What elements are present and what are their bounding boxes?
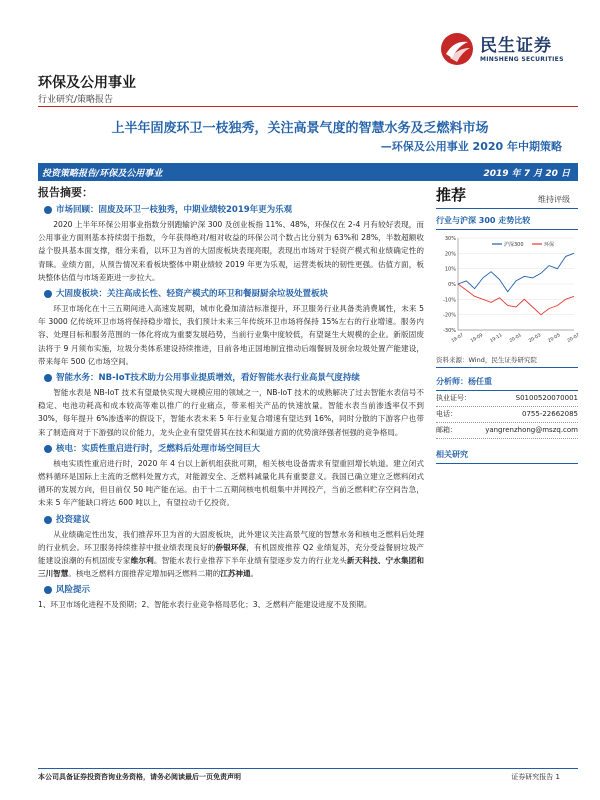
legend-label: 沪深300 bbox=[504, 242, 524, 248]
info-row-email bbox=[436, 423, 578, 439]
report-date: 2019 年 7 月 20 日 bbox=[483, 168, 570, 179]
info-key: 执业证号： bbox=[436, 394, 471, 402]
chart-source: 资料来源：Wind，民生证券研究院 bbox=[436, 352, 578, 368]
disclaimer: 本公司具备证券投资咨询业务资格，请务必阅读最后一页免责声明 bbox=[38, 773, 241, 781]
summary-column bbox=[38, 184, 424, 612]
x-tick-label: 20-03 bbox=[528, 333, 542, 345]
section-head: 大固废板块：关注高成长性、轻资产模式的环卫和餐厨厨余垃圾处置板块 bbox=[56, 289, 329, 300]
bullet-icon bbox=[44, 586, 52, 594]
section-body: 环卫市场化在十三五期间进入高速发展期，城市化叠加清洁标准提升，环卫服务行业具备类消费属性，未来 5 年 3000 亿传统环卫市场将保持稳步增长，我们预计未来三年传统环卫市场将保持 15%左右的行业增速。服务内容、处理目标和服务范围的一体化将成为重要发展趋势，当前行业集中度较低，有望诞生大规模的企业。新版固废法将于 9 月须布实施，垃圾分类体系建设持续推进，目前各地正国地制宜推动后端餐厨及厨余垃圾处置产能建设，带来每年 500 亿市场空间。 bbox=[38, 304, 424, 366]
text-run: ，有机固废推荐 Q2 业绩复苏，充分受益餐厨垃圾产能建设浪潮的有机固废专家 bbox=[38, 542, 424, 566]
stock-name: 新天科技、宁水集团和三川智慧 bbox=[38, 556, 425, 579]
stock-name: 江苏神通 bbox=[220, 569, 251, 579]
chart-title: 行业与沪深 300 走势比较 bbox=[436, 215, 578, 230]
section-body: 核电实质性重启进行时，2020 年 4 台以上新机组获批可期，相关核电设备需求有望重回增长轨道。建立闭式燃料循环是国际上主流的乏燃料处置方式，对能源安全、乏燃料减量化具有重要意义。我国已确立建立乏燃料闭式循环的发展方向，但目前仅 50 吨产能在运。由于十二五期间核电机组集中并网投产，当前乏燃料贮存空间告急，未来 5 年产能缺口将达 600 吨以上，有望拉动千亿投资。 bbox=[38, 458, 424, 508]
bullet-icon bbox=[44, 516, 52, 524]
related-research: 相关研究 bbox=[436, 449, 578, 464]
x-tick-label: 20-05 bbox=[547, 333, 562, 345]
text-run: 。智能水表行业推荐下半年业绩有望逐步发力的行业龙头 bbox=[153, 556, 347, 566]
section-investment bbox=[38, 514, 424, 581]
industry-name: 环保及公用事业 bbox=[38, 75, 136, 91]
section-smart-water bbox=[38, 372, 424, 439]
section-body: 智能水表是 NB-IoT 技术有望最快实现大规模应用的领域之一，NB-IoT 技术的成熟解决了过去智能水表信号不稳定、电池功耗高和成本较高等难以推广的行业痛点，带来相关产品的快速放量。智能水表当前渗透率仅不到 30%，每年提升 6%渗透率的假设下，智能水表未来 5 年行业复合增速有望达到 16%，同时分散的下游客户也带来了制造商对于下游强的议价能力，龙头企业有望凭借其在技术和渠道方面的优势演绎强者恒强的竞争格局。 bbox=[38, 388, 424, 437]
stock-name: 维尔利 bbox=[130, 556, 154, 566]
logo-en: MINSHENG SECURITIES bbox=[480, 55, 564, 63]
bullet-icon bbox=[44, 290, 52, 298]
section-nuclear bbox=[38, 443, 424, 510]
y-tick-label: 30% bbox=[444, 236, 456, 242]
x-tick-label: 20-01 bbox=[508, 333, 523, 345]
section-body: 2020 上半年环保公用事业指数分别跑输沪深 300 及创业板指 11%、48%，环保仅在 2-4 月有较好表现，而公用事业方面则基本持续弱于指数，今年获得绝对/相对收益的环保公司个数占比分别为 63%和 28%，半数超额收益个股具基本面支撑，细分来看，以环卫为首的大固废板块表现亮眼，表现出市场对于轻资产模式和业绩确定性的青睐。业绩方面，从预告情况来看板块整体中期业绩较 2019 年更为乐观，运营类板块的韧性更强。估值方面，板块整体估值与市场差距进一步拉大。 bbox=[38, 220, 424, 282]
sidebar bbox=[436, 184, 581, 464]
text-run: 从业绩确定性出发，我们推荐环卫为首的大固废板块，此外建议关注高景气度的智慧水务和核电乏燃料后处理的行业机会。环卫服务持续推荐中报业绩表现良好的 bbox=[38, 529, 424, 552]
section-head: 投资建议 bbox=[56, 514, 91, 525]
y-tick-label: 0% bbox=[448, 282, 456, 288]
section-market-review bbox=[38, 204, 424, 284]
y-tick-label: -20% bbox=[443, 312, 456, 319]
info-key: 电话： bbox=[436, 410, 457, 418]
x-tick-label: 20-07 bbox=[566, 333, 581, 345]
logo bbox=[440, 30, 590, 68]
analyst-head: 分析师：杨任重 bbox=[436, 376, 578, 391]
bullet-icon bbox=[44, 206, 52, 214]
info-value: 0755-22662085 bbox=[522, 410, 578, 418]
logo-mark-icon bbox=[440, 32, 474, 66]
y-tick-label: 20% bbox=[444, 251, 456, 258]
email-link[interactable]: yangrenzhong@mszq.com bbox=[485, 426, 578, 434]
info-value: S0100520070001 bbox=[515, 394, 578, 402]
y-tick-label: -10% bbox=[443, 297, 456, 304]
page-number: 证券研究报告 1 bbox=[511, 773, 560, 781]
section-body bbox=[38, 528, 424, 581]
y-tick-label: 10% bbox=[444, 266, 456, 273]
trend-chart bbox=[436, 230, 581, 348]
rating-row bbox=[436, 184, 578, 209]
info-row-phone bbox=[436, 407, 578, 423]
top-divider bbox=[38, 106, 578, 107]
text-run: 。 bbox=[250, 569, 259, 579]
rating: 维持评级 bbox=[538, 195, 570, 204]
summary-title: 报告摘要： bbox=[38, 186, 93, 199]
report-type: 行业研究/策略报告 bbox=[38, 95, 114, 105]
section-risk bbox=[38, 584, 424, 611]
legend-label: 环保 bbox=[544, 242, 555, 248]
category-label: 投资策略报告/环保及公用事业 bbox=[42, 168, 163, 179]
section-head: 风险提示 bbox=[56, 585, 91, 596]
bullet-icon bbox=[44, 374, 52, 382]
bottom-divider bbox=[38, 768, 578, 769]
info-row-license bbox=[436, 391, 578, 407]
category-bar bbox=[38, 163, 578, 181]
section-body: 1、环卫市场化进程不及预期；2、智能水表行业竞争格局恶化；3、乏燃料产能建设进度不及预期。 bbox=[38, 600, 372, 610]
stock-name: 侨银环保 bbox=[215, 542, 247, 552]
x-tick-label: 19-11 bbox=[489, 333, 504, 345]
x-tick-label: 19-09 bbox=[470, 333, 484, 345]
section-head: 核电：实质性重启进行时，乏燃料后处理市场空间巨大 bbox=[56, 443, 261, 454]
section-head: 智能水务：NB-IoT技术助力公用事业提质增效，看好智能水表行业高景气度持续 bbox=[56, 373, 360, 384]
report-subtitle: —环保及公用事业 2020 年中期策略 bbox=[380, 140, 562, 153]
report-title: 上半年固废环卫一枝独秀，关注高景气度的智慧水务及乏燃料市场 bbox=[111, 121, 489, 136]
x-tick-label: 19-07 bbox=[450, 333, 465, 345]
info-key: 邮箱： bbox=[436, 426, 457, 434]
section-solid-waste bbox=[38, 288, 424, 368]
section-head: 市场回顾：固废及环卫一枝独秀，中期业绩较2019年更为乐观 bbox=[56, 205, 293, 215]
series-line-0 bbox=[458, 253, 574, 291]
recommendation: 推荐 bbox=[436, 186, 467, 204]
bullet-icon bbox=[44, 445, 52, 453]
y-tick-label: -30% bbox=[443, 328, 456, 334]
logo-cn: 民生证券 bbox=[480, 35, 552, 56]
text-run: 。核电乏燃料方面推荐定增加码乏燃料二期的 bbox=[68, 569, 221, 579]
